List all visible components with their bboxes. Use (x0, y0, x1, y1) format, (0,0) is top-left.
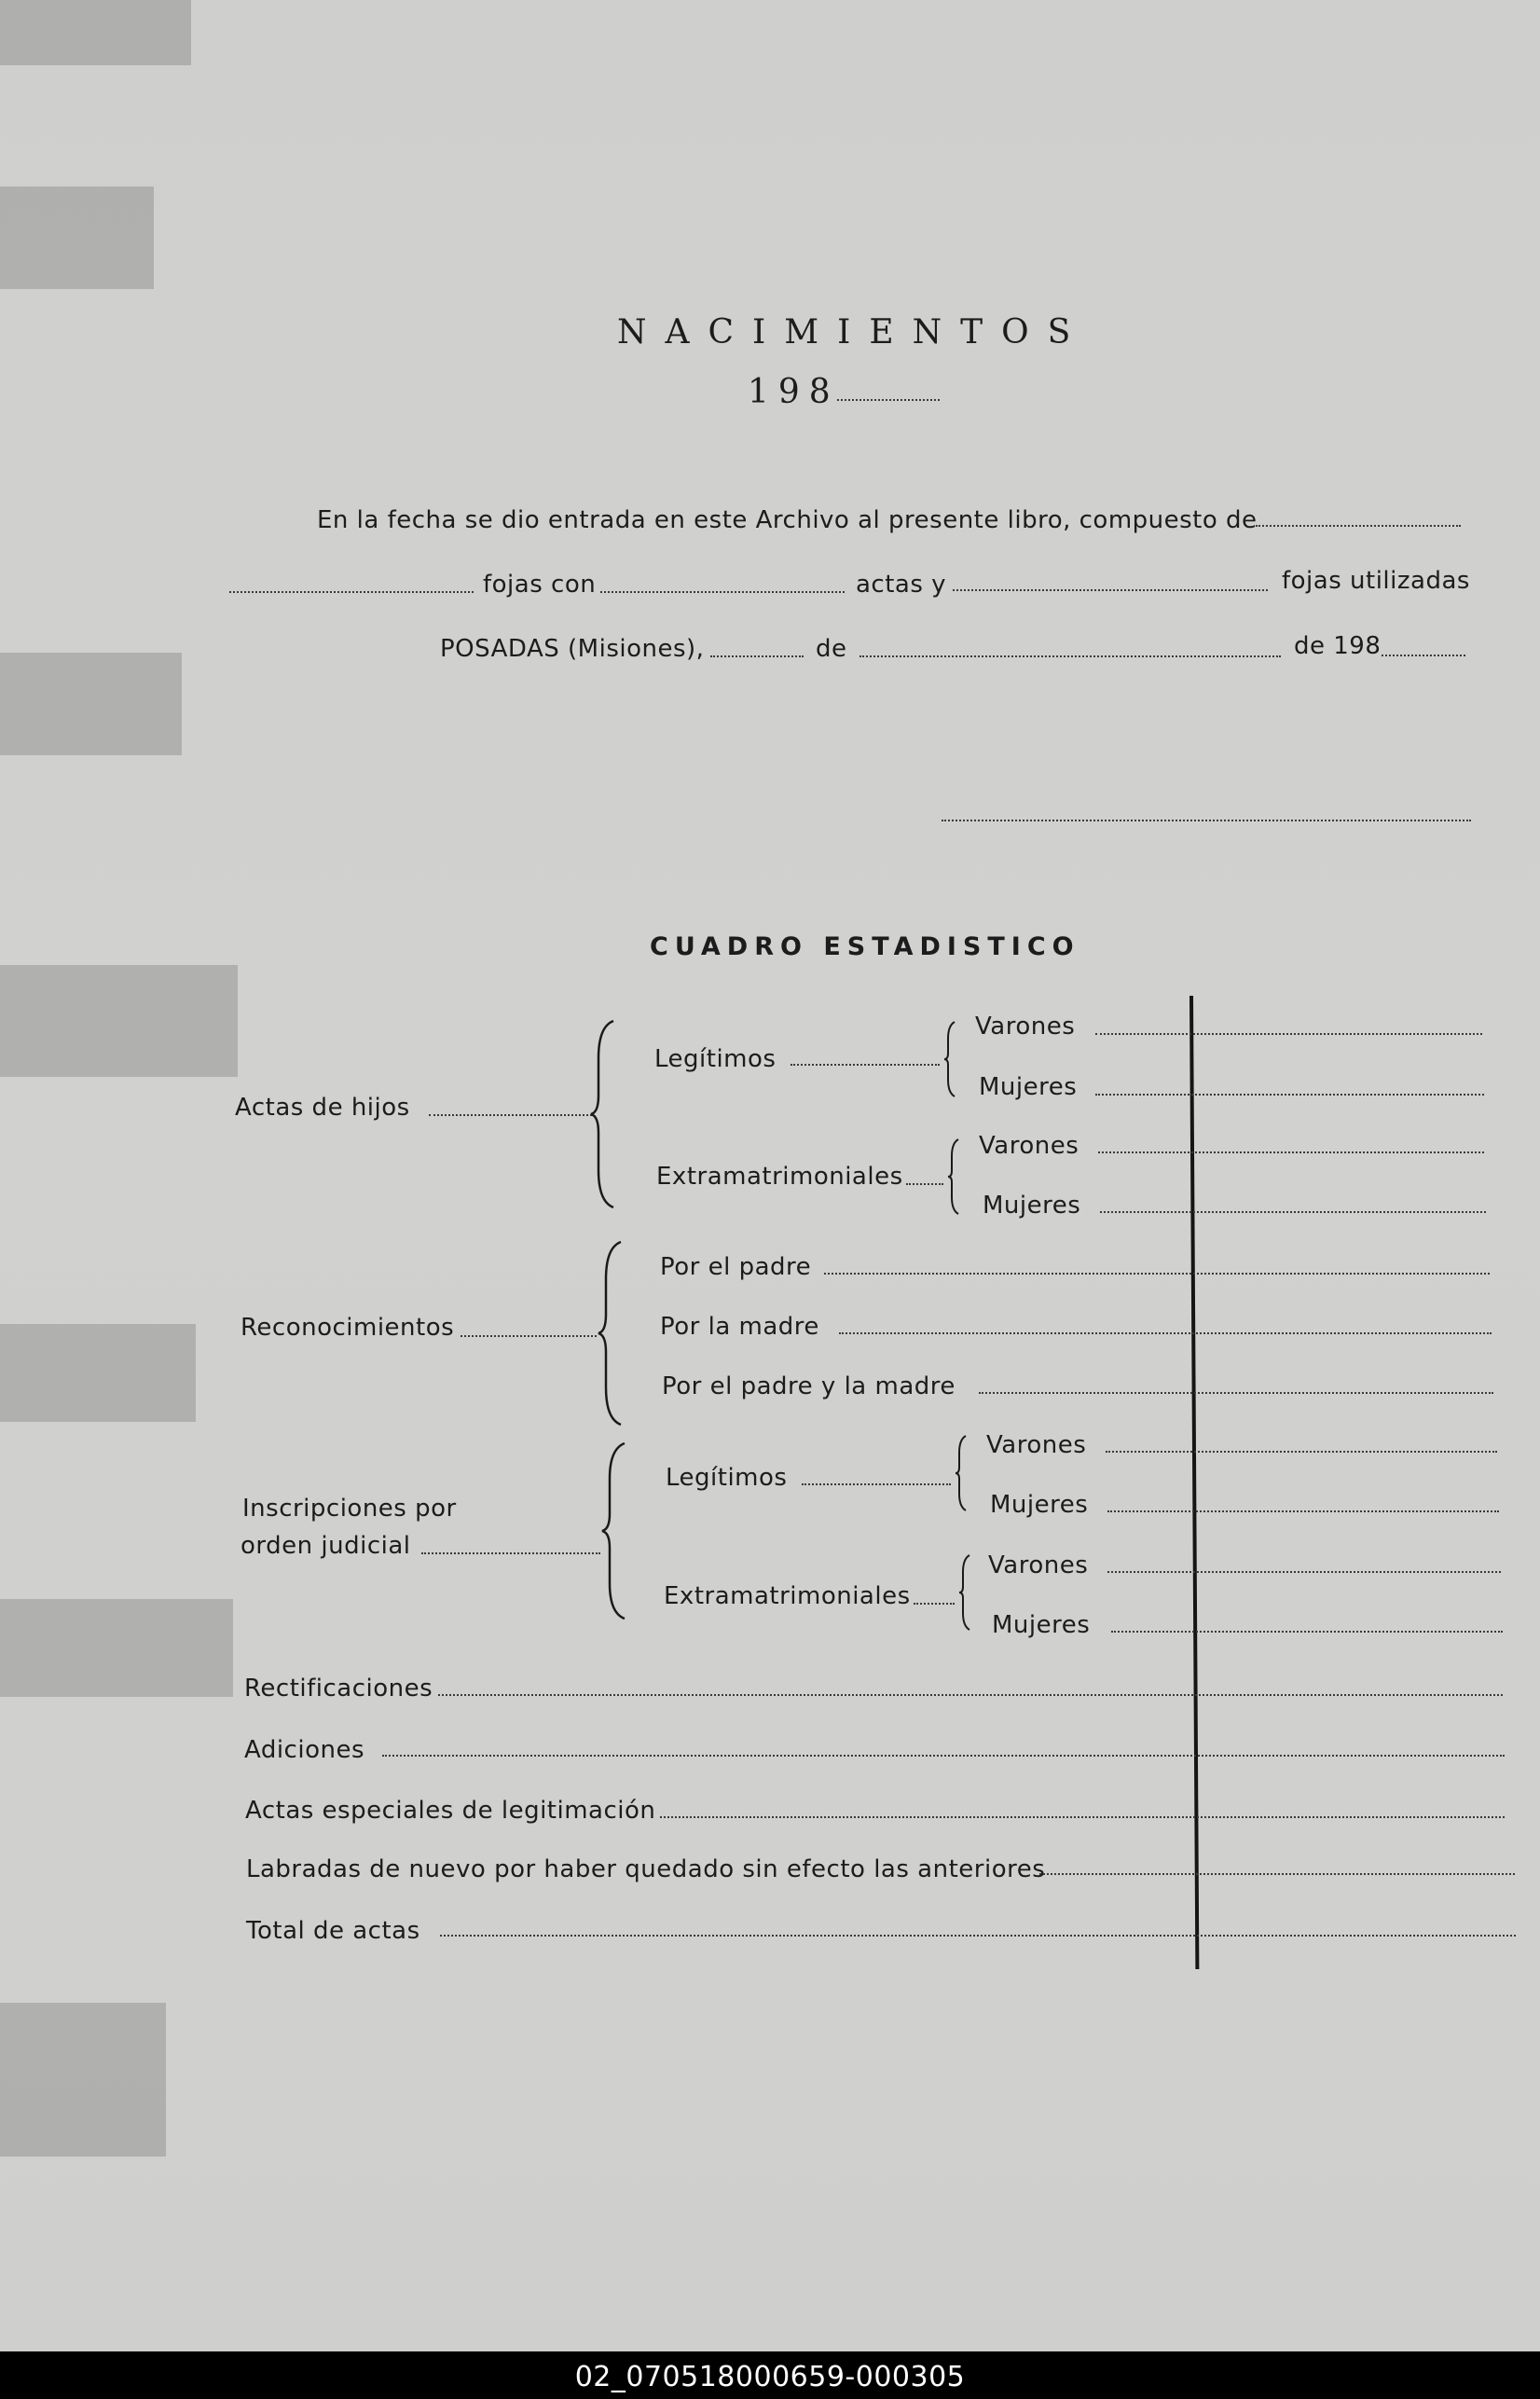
blank-fojas (229, 591, 474, 593)
actas-de-hijos-label: Actas de hijos (235, 1094, 410, 1122)
blank-month (859, 655, 1281, 657)
mujeres-label: Mujeres (990, 1491, 1089, 1519)
dots (1106, 1451, 1497, 1453)
mujeres-label: Mujeres (992, 1611, 1091, 1639)
legitimos-label: Legítimos (654, 1045, 777, 1073)
por-la-madre-label: Por la madre (660, 1313, 819, 1341)
extramatrimoniales-label: Extramatrimoniales (656, 1163, 903, 1191)
dots (906, 1183, 943, 1185)
tape-mark (0, 2003, 166, 2157)
por-ambos-label: Por el padre y la madre (662, 1372, 956, 1400)
blank-actas (600, 591, 845, 593)
dots (1107, 1510, 1499, 1512)
rectificaciones-label: Rectificaciones (244, 1675, 433, 1703)
varones-label: Varones (975, 1013, 1076, 1041)
mujeres-label: Mujeres (983, 1192, 1081, 1220)
dots (1111, 1631, 1503, 1633)
tape-mark (0, 0, 191, 65)
fojas-utilizadas-label: fojas utilizadas (1282, 567, 1470, 595)
tape-mark (0, 186, 154, 289)
por-el-padre-label: Por el padre (660, 1253, 812, 1281)
entry-line-1: En la fecha se dio entrada en este Archivo al presente libro, compuesto de (317, 506, 1258, 534)
tape-mark (0, 965, 238, 1077)
dots (438, 1694, 1503, 1696)
signature-line (942, 820, 1471, 821)
blank-year (1382, 655, 1465, 656)
labradas-label: Labradas de nuevo por haber quedado sin efecto las anteriores (246, 1855, 1046, 1883)
dots (914, 1603, 955, 1605)
dots (824, 1273, 1490, 1275)
extramatrimoniales-label: Extramatrimoniales (664, 1582, 911, 1610)
blank-compuesto (1256, 525, 1461, 527)
dots (421, 1552, 600, 1554)
dots (660, 1816, 1505, 1818)
legitimos-label: Legítimos (666, 1464, 788, 1492)
de-label: de (816, 635, 847, 663)
dots (979, 1392, 1493, 1394)
tape-mark (0, 1599, 233, 1697)
de-year-label: de 198 (1294, 632, 1382, 660)
column-divider (1189, 996, 1199, 1969)
dots (1100, 1211, 1486, 1213)
dots (1039, 1873, 1515, 1875)
dots (440, 1935, 1516, 1937)
varones-label: Varones (979, 1132, 1079, 1160)
varones-label: Varones (988, 1551, 1089, 1579)
inscripciones-label-1: Inscripciones por (242, 1495, 457, 1523)
brace-extramatrimoniales (949, 1139, 962, 1214)
dots (802, 1483, 951, 1485)
year-blank (837, 399, 940, 401)
varones-label: Varones (986, 1431, 1087, 1459)
place-label: POSADAS (Misiones), (440, 635, 705, 663)
dots (839, 1332, 1492, 1334)
brace-legitimos (945, 1022, 958, 1096)
tape-mark (0, 1324, 196, 1422)
stats-title: CUADRO ESTADISTICO (650, 932, 1080, 961)
dots (791, 1064, 940, 1066)
dots (429, 1114, 592, 1116)
blank-day (710, 655, 804, 657)
dots (1095, 1033, 1482, 1035)
brace-extramatrimoniales (960, 1555, 973, 1630)
tape-mark (0, 653, 182, 755)
brace-inscripciones (604, 1443, 632, 1619)
total-label: Total de actas (246, 1917, 420, 1945)
adiciones-label: Adiciones (244, 1736, 365, 1764)
dots (1098, 1151, 1484, 1153)
actas-y-label: actas y (856, 571, 947, 599)
document-code: 02_070518000659-000305 (574, 2361, 966, 2393)
dots (1095, 1094, 1484, 1096)
reconocimientos-label: Reconocimientos (241, 1314, 455, 1342)
brace-actas (593, 1021, 621, 1207)
inscripciones-label-2: orden judicial (241, 1532, 411, 1560)
mujeres-label: Mujeres (979, 1073, 1078, 1101)
dots (382, 1755, 1505, 1757)
brace-reconocimientos (600, 1242, 628, 1425)
dots (1107, 1571, 1501, 1573)
year-label: 198 (748, 373, 840, 411)
actas-especiales-label: Actas especiales de legitimación (245, 1797, 656, 1825)
footer-bar (0, 2351, 1540, 2399)
dots (461, 1335, 597, 1337)
blank-utilizadas (953, 589, 1268, 591)
page-title: NACIMIENTOS (617, 313, 1090, 352)
fojas-con-label: fojas con (483, 571, 597, 599)
brace-legitimos (956, 1436, 969, 1510)
